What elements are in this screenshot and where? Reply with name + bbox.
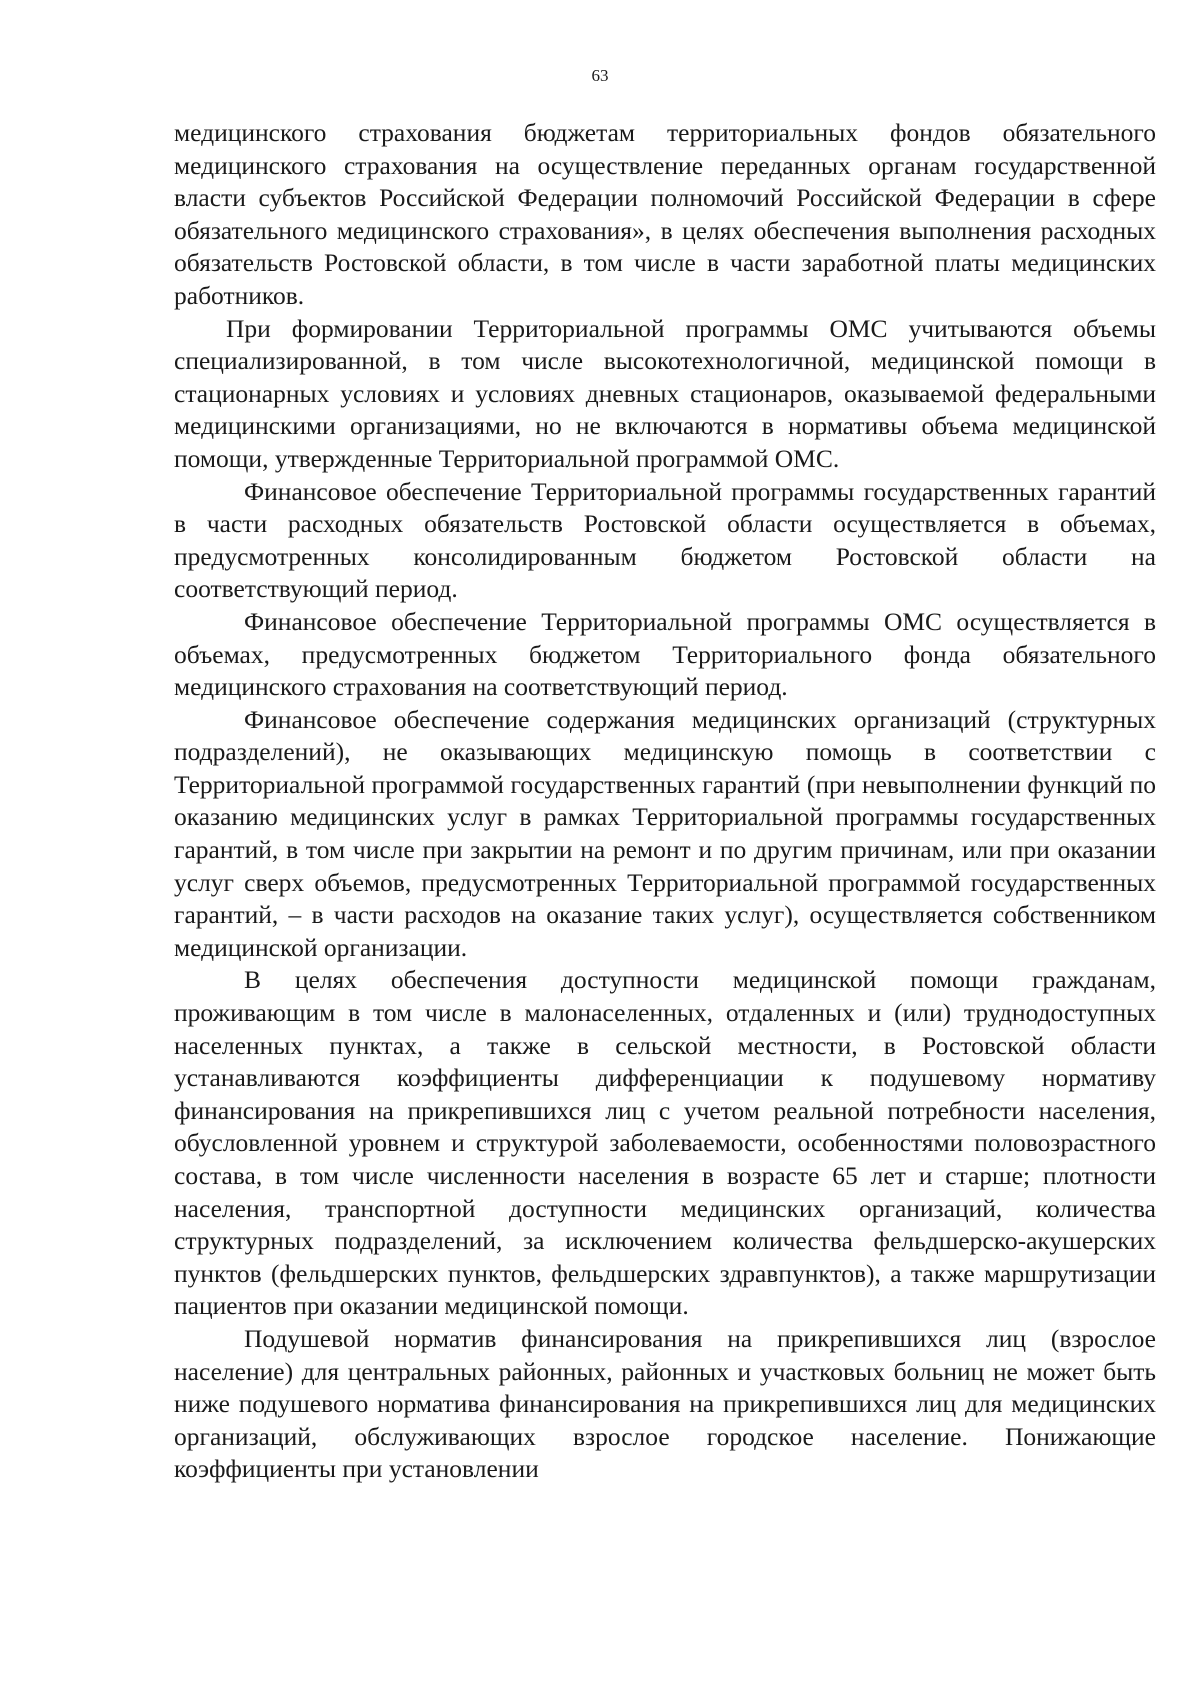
paragraph: Финансовое обеспечение Территориальной программы государственных гарантий в части расходных обязательств Ростовской области осуществляется в объемах, предусмотренных консолидированным бюджетом Ростовской области на соответствующий период. — [174, 476, 1156, 604]
paragraph-continuation: медицинского страхования бюджетам территориальных фондов обязательного медицинского страхования на осуществление переданных органам государственной власти субъектов Российской Федерации полномочий Российской Федерации в сфере обязательного медицинского страхования», в целях обеспечения выполнения расходных обязательств Ростовской области, в том числе в части заработной платы медицинских работников. — [174, 118, 1156, 310]
document-body — [174, 117, 1156, 1486]
paragraph: Подушевой норматив финансирования на прикрепившихся лиц (взрослое население) для центральных районных, районных и участковых больниц не может быть ниже подушевого норматива финансирования на прикрепившихся лиц для медицинских организаций, обслуживающих взрослое городское население. Понижающие коэффициенты при установлении — [174, 1323, 1156, 1484]
paragraph: Финансовое обеспечение содержания медицинских организаций (структурных подразделений), не оказывающих медицинскую помощь в соответствии с Территориальной программой государственных гарантий (при невыполнении функций по оказанию медицинских услуг в рамках Территориальной программы государственных гарантий, в том числе при закрытии на ремонт и по другим причинам, или при оказании услуг сверх объемов, предусмотренных Территориальной программой государственных гарантий, – в части расходов на оказание таких услуг), осуществляется собственником медицинской организации. — [174, 704, 1156, 962]
paragraph: Финансовое обеспечение Территориальной программы ОМС осуществляется в объемах, предусмотренных бюджетом Территориального фонда обязательного медицинского страхования на соответствующий период. — [174, 606, 1156, 702]
paragraph: В целях обеспечения доступности медицинской помощи гражданам, проживающим в том числе в малонаселенных, отдаленных и (или) труднодоступных населенных пунктах, а также в сельской местности, в Ростовской области устанавливаются коэффициенты дифференциации к подушевому нормативу финансирования на прикрепившихся лиц с учетом реальной потребности населения, обусловленной уровнем и структурой заболеваемости, особенностями половозрастного состава, в том числе численности населения в возрасте 65 лет и старше; плотности населения, транспортной доступности медицинских организаций, количества структурных подразделений, за исключением количества фельдшерско-акушерских пунктов (фельдшерских пунктов, фельдшерских здравпунктов), а также маршрутизации пациентов при оказании медицинской помощи. — [174, 965, 1156, 1321]
page-number: 63 — [591, 66, 609, 85]
paragraph: При формировании Территориальной программы ОМС учитываются объемы специализированной, в том числе высокотехнологичной, медицинской помощи в стационарных условиях и условиях дневных стационаров, оказываемой федеральными медицинскими организациями, но не включаются в нормативы объема медицинской помощи, утвержденные Территориальной программой ОМС. — [174, 313, 1156, 473]
